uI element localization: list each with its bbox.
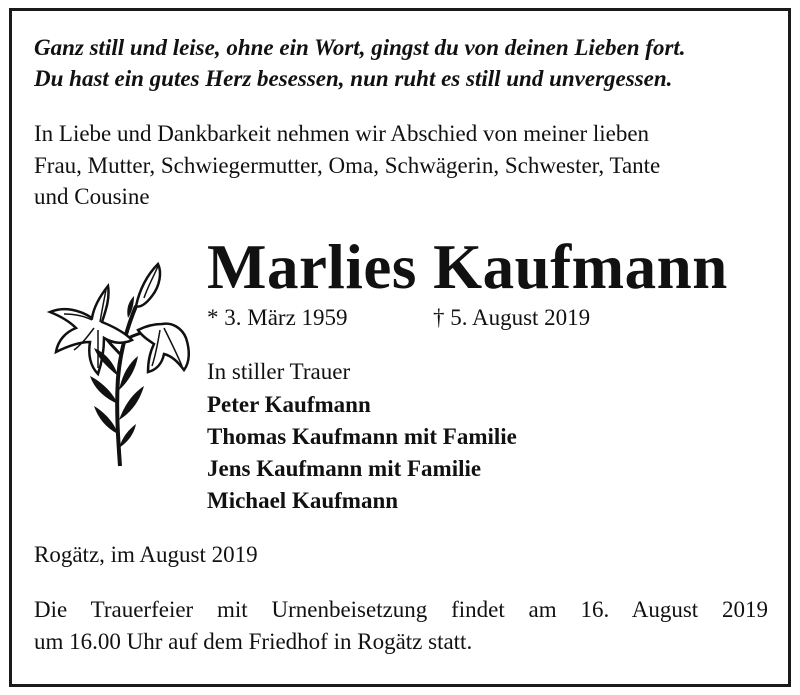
service-line-2: um 16.00 Uhr auf dem Friedhof in Rogätz statt. — [34, 629, 473, 654]
service-line-1: Die Trauerfeier mit Urnenbeisetzung findet am 16. August 2019 — [34, 597, 768, 622]
birth-date: * 3. März 1959 — [207, 305, 348, 330]
death-date: † 5. August 2019 — [433, 305, 591, 330]
mourner-name: Michael Kaufmann — [207, 488, 399, 513]
mourner-name: Peter Kaufmann — [207, 392, 371, 417]
intro-line-2: Frau, Mutter, Schwiegermutter, Oma, Schwägerin, Schwester, Tante — [34, 153, 661, 178]
mourner-name: Thomas Kaufmann mit Familie — [207, 424, 517, 449]
lily-flower-icon — [44, 258, 194, 468]
mourner-name: Jens Kaufmann mit Familie — [207, 456, 482, 481]
intro-line-1: In Liebe und Dankbarkeit nehmen wir Abschied von meiner lieben — [34, 121, 650, 146]
mourners-heading: In stiller Trauer — [207, 359, 351, 384]
motto-line-1: Ganz still und leise, ohne ein Wort, gingst du von deinen Lieben fort. — [34, 35, 686, 60]
place-date: Rogätz, im August 2019 — [34, 542, 258, 567]
motto-line-2: Du hast ein gutes Herz besessen, nun ruht es still und unvergessen. — [34, 66, 673, 91]
intro-line-3: und Cousine — [34, 184, 150, 209]
deceased-name: Marlies Kaufmann — [207, 232, 728, 302]
